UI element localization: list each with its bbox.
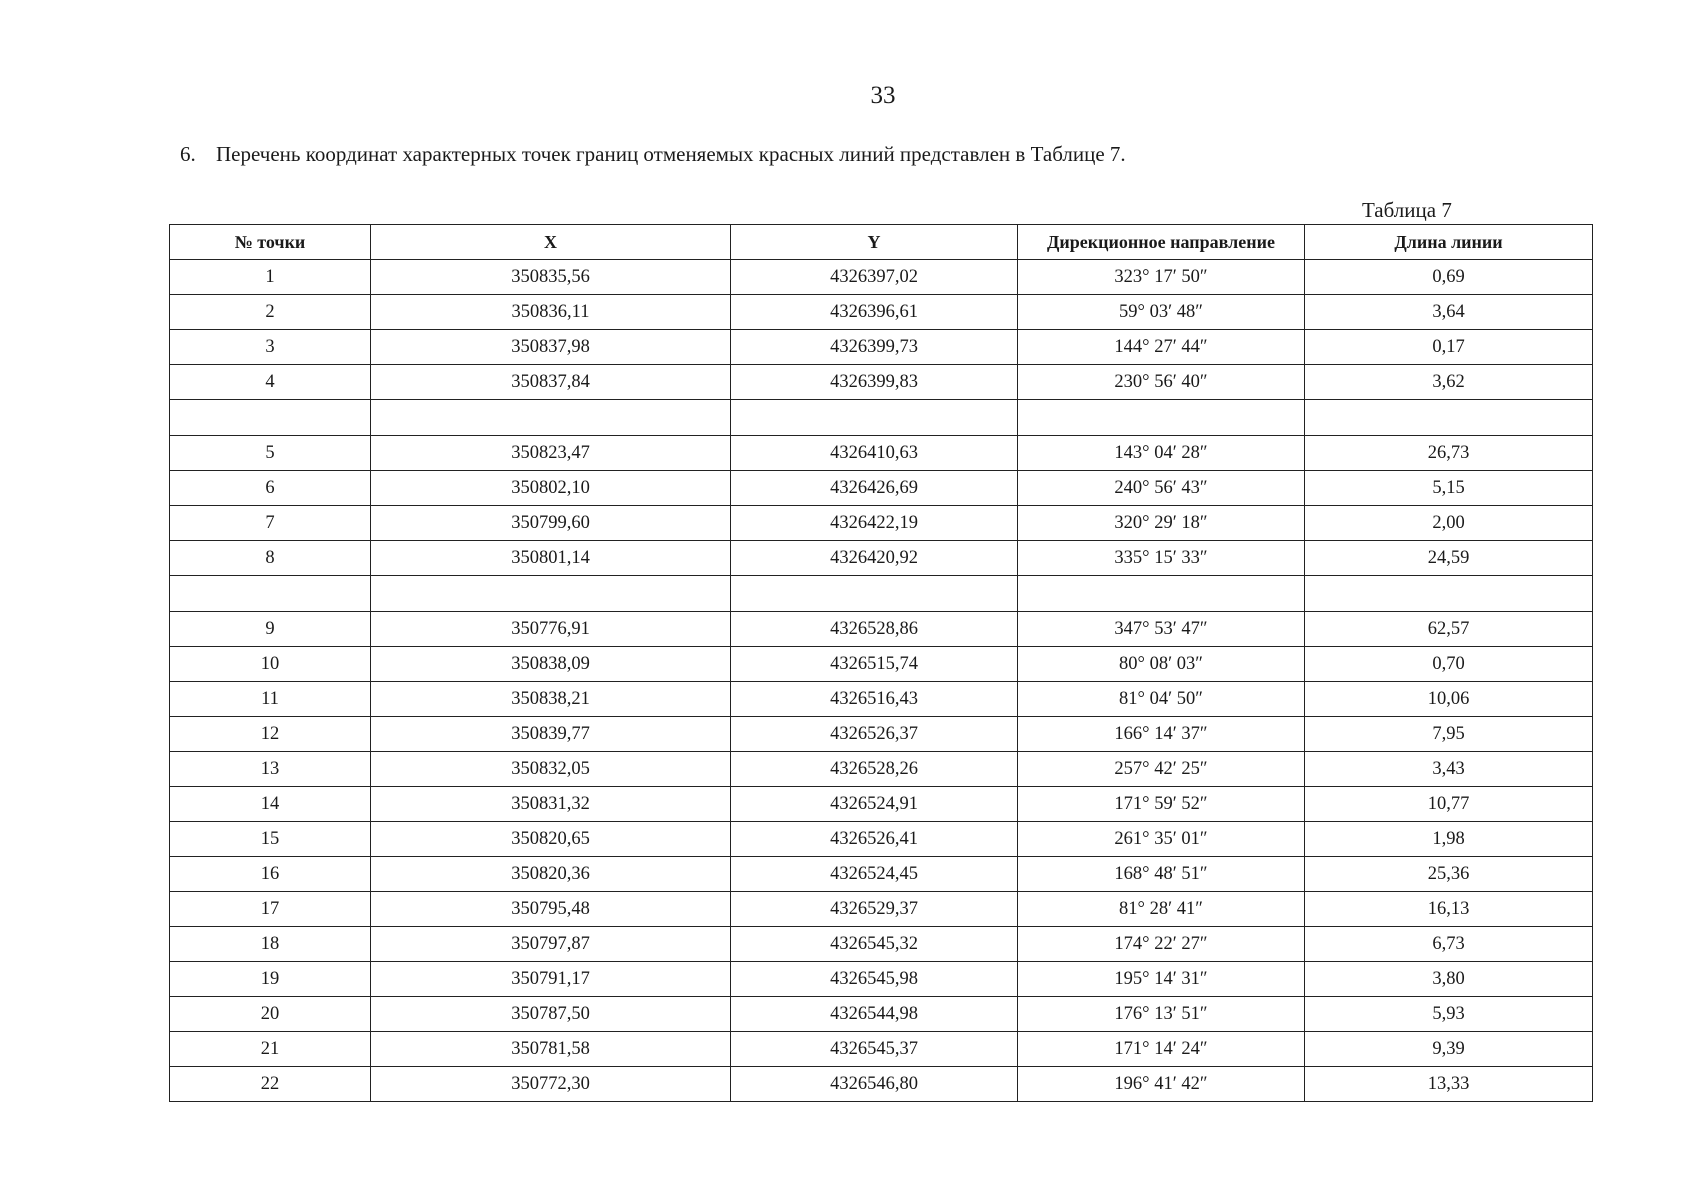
table-row [170,471,1593,506]
cell-point-number: 5 [170,436,371,471]
cell-point-number: 4 [170,365,371,400]
cell-y: 4326426,69 [731,471,1018,506]
cell-y: 4326396,61 [731,295,1018,330]
cell-x: 350837,84 [371,365,731,400]
cell-line-length: 25,36 [1305,857,1593,892]
cell-line-length: 0,17 [1305,330,1593,365]
coordinates-table [169,224,1593,1102]
table-row [170,330,1593,365]
cell-point-number: 19 [170,962,371,997]
cell-line-length: 0,69 [1305,260,1593,295]
table-row [170,962,1593,997]
cell-y: 4326420,92 [731,541,1018,576]
cell-y: 4326526,41 [731,822,1018,857]
cell-y: 4326516,43 [731,682,1018,717]
table-row [170,612,1593,647]
cell-point-number: 10 [170,647,371,682]
cell-point-number: 15 [170,822,371,857]
cell-x [371,400,731,436]
cell-x: 350802,10 [371,471,731,506]
cell-y: 4326545,98 [731,962,1018,997]
cell-y: 4326524,91 [731,787,1018,822]
cell-point-number: 11 [170,682,371,717]
table-row [170,541,1593,576]
table-row [170,752,1593,787]
cell-y: 4326529,37 [731,892,1018,927]
cell-x: 350838,21 [371,682,731,717]
cell-y: 4326399,83 [731,365,1018,400]
table-row [170,717,1593,752]
table-row [170,1067,1593,1102]
cell-direction: 166° 14′ 37″ [1018,717,1305,752]
cell-direction: 195° 14′ 31″ [1018,962,1305,997]
intro-paragraph [180,142,1126,167]
cell-x: 350835,56 [371,260,731,295]
table-row [170,787,1593,822]
table-header-row [170,225,1593,260]
cell-y: 4326545,37 [731,1032,1018,1067]
cell-x: 350795,48 [371,892,731,927]
cell-direction: 80° 08′ 03″ [1018,647,1305,682]
cell-point-number [170,400,371,436]
cell-x: 350836,11 [371,295,731,330]
cell-direction: 347° 53′ 47″ [1018,612,1305,647]
table-row [170,1032,1593,1067]
table-row [170,822,1593,857]
cell-x: 350787,50 [371,997,731,1032]
header-point-number: № точки [170,225,371,260]
cell-y: 4326410,63 [731,436,1018,471]
cell-y [731,576,1018,612]
table-row [170,927,1593,962]
cell-point-number: 20 [170,997,371,1032]
cell-x: 350799,60 [371,506,731,541]
cell-direction: 143° 04′ 28″ [1018,436,1305,471]
cell-x: 350801,14 [371,541,731,576]
header-y: Y [731,225,1018,260]
cell-line-length: 13,33 [1305,1067,1593,1102]
cell-direction: 81° 28′ 41″ [1018,892,1305,927]
cell-line-length: 3,43 [1305,752,1593,787]
cell-x: 350797,87 [371,927,731,962]
header-x: X [371,225,731,260]
cell-point-number [170,576,371,612]
cell-line-length: 0,70 [1305,647,1593,682]
cell-y [731,400,1018,436]
cell-x: 350820,36 [371,857,731,892]
table-row [170,295,1593,330]
table-row [170,506,1593,541]
cell-line-length: 9,39 [1305,1032,1593,1067]
cell-line-length: 6,73 [1305,927,1593,962]
cell-line-length: 5,15 [1305,471,1593,506]
cell-x: 350839,77 [371,717,731,752]
cell-point-number: 2 [170,295,371,330]
cell-point-number: 14 [170,787,371,822]
cell-x: 350820,65 [371,822,731,857]
cell-x: 350772,30 [371,1067,731,1102]
cell-direction: 323° 17′ 50″ [1018,260,1305,295]
table-row [170,647,1593,682]
page-number: 33 [870,82,896,109]
table-row [170,682,1593,717]
cell-direction: 144° 27′ 44″ [1018,330,1305,365]
table-caption: Таблица 7 [1362,198,1452,222]
table-row [170,892,1593,927]
table-body [170,260,1593,1102]
cell-direction: 81° 04′ 50″ [1018,682,1305,717]
cell-point-number: 12 [170,717,371,752]
table-row [170,436,1593,471]
cell-direction: 174° 22′ 27″ [1018,927,1305,962]
table-row [170,857,1593,892]
header-line-length: Длина линии [1305,225,1593,260]
cell-direction: 257° 42′ 25″ [1018,752,1305,787]
cell-point-number: 16 [170,857,371,892]
cell-direction: 168° 48′ 51″ [1018,857,1305,892]
cell-point-number: 17 [170,892,371,927]
cell-y: 4326546,80 [731,1067,1018,1102]
header-direction: Дирекционное направление [1018,225,1305,260]
cell-line-length: 7,95 [1305,717,1593,752]
cell-line-length: 5,93 [1305,997,1593,1032]
cell-point-number: 8 [170,541,371,576]
cell-line-length: 16,13 [1305,892,1593,927]
cell-point-number: 1 [170,260,371,295]
cell-direction [1018,400,1305,436]
intro-item-number: 6. [180,142,196,166]
cell-direction: 171° 59′ 52″ [1018,787,1305,822]
table-row [170,400,1593,436]
table-row [170,576,1593,612]
cell-direction: 240° 56′ 43″ [1018,471,1305,506]
cell-point-number: 7 [170,506,371,541]
cell-point-number: 13 [170,752,371,787]
cell-y: 4326526,37 [731,717,1018,752]
cell-line-length: 10,77 [1305,787,1593,822]
cell-y: 4326545,32 [731,927,1018,962]
cell-x: 350832,05 [371,752,731,787]
cell-point-number: 9 [170,612,371,647]
cell-direction: 176° 13′ 51″ [1018,997,1305,1032]
cell-line-length [1305,576,1593,612]
cell-x [371,576,731,612]
table-row [170,997,1593,1032]
cell-x: 350776,91 [371,612,731,647]
intro-text: Перечень координат характерных точек границ отменяемых красных линий представлен в Таблице 7. [216,142,1126,166]
cell-y: 4326524,45 [731,857,1018,892]
cell-point-number: 21 [170,1032,371,1067]
cell-y: 4326528,26 [731,752,1018,787]
cell-x: 350831,32 [371,787,731,822]
cell-direction: 171° 14′ 24″ [1018,1032,1305,1067]
cell-y: 4326544,98 [731,997,1018,1032]
cell-y: 4326422,19 [731,506,1018,541]
cell-line-length [1305,400,1593,436]
cell-x: 350791,17 [371,962,731,997]
cell-line-length: 24,59 [1305,541,1593,576]
cell-direction: 320° 29′ 18″ [1018,506,1305,541]
cell-x: 350837,98 [371,330,731,365]
cell-point-number: 18 [170,927,371,962]
table-row [170,365,1593,400]
cell-y: 4326397,02 [731,260,1018,295]
cell-y: 4326515,74 [731,647,1018,682]
cell-y: 4326528,86 [731,612,1018,647]
cell-direction: 230° 56′ 40″ [1018,365,1305,400]
cell-line-length: 3,80 [1305,962,1593,997]
cell-x: 350823,47 [371,436,731,471]
cell-direction: 59° 03′ 48″ [1018,295,1305,330]
cell-point-number: 3 [170,330,371,365]
cell-line-length: 2,00 [1305,506,1593,541]
cell-y: 4326399,73 [731,330,1018,365]
cell-line-length: 3,64 [1305,295,1593,330]
cell-point-number: 22 [170,1067,371,1102]
table-row [170,260,1593,295]
cell-line-length: 26,73 [1305,436,1593,471]
cell-point-number: 6 [170,471,371,506]
cell-x: 350781,58 [371,1032,731,1067]
cell-line-length: 10,06 [1305,682,1593,717]
cell-direction: 196° 41′ 42″ [1018,1067,1305,1102]
cell-direction: 261° 35′ 01″ [1018,822,1305,857]
cell-line-length: 1,98 [1305,822,1593,857]
cell-direction [1018,576,1305,612]
cell-direction: 335° 15′ 33″ [1018,541,1305,576]
cell-x: 350838,09 [371,647,731,682]
cell-line-length: 62,57 [1305,612,1593,647]
cell-line-length: 3,62 [1305,365,1593,400]
